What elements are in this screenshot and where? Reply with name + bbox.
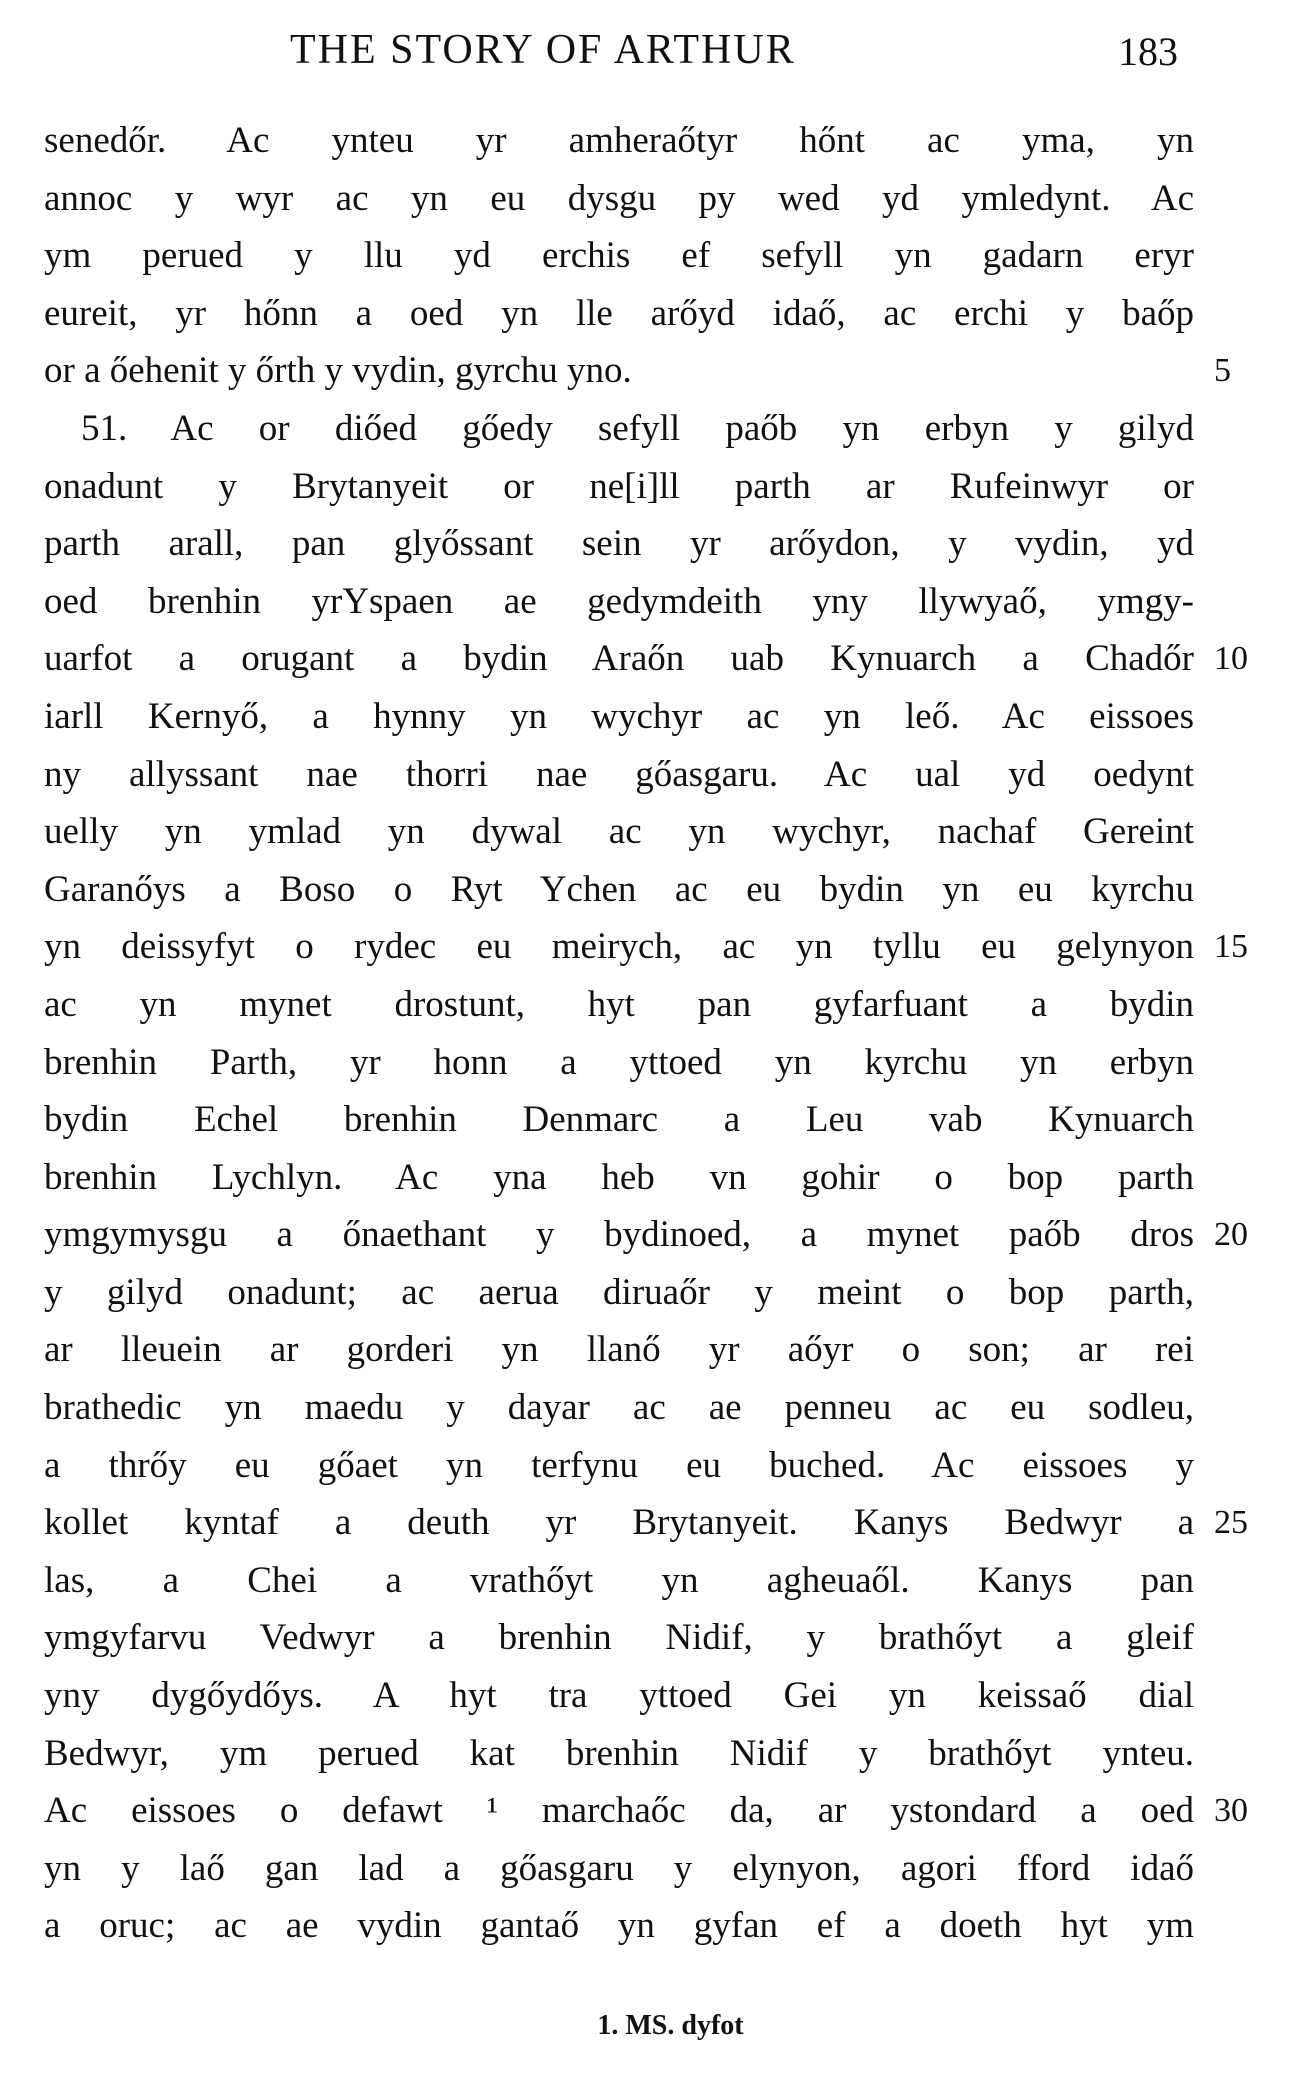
text-line: uelly yn ymlad yn dywal ac yn wychyr, nachaf Gereint (44, 811, 1194, 853)
text-line: brenhin Lychlyn. Ac yna heb vn gohir o bop parth (44, 1156, 1194, 1198)
line-number: 15 (1214, 928, 1248, 966)
text-line: oed brenhin yrYspaen ae gedymdeith yny llywyaő, ymgy- (44, 580, 1194, 622)
text-line: annoc y wyr ac yn eu dysgu py wed yd ymledynt. Ac (44, 177, 1194, 219)
text-line: ar lleuein ar gorderi yn llanő yr aőyr o son; ar rei (44, 1329, 1194, 1371)
line-number: 5 (1214, 352, 1231, 390)
running-head (0, 26, 1301, 76)
text-line: bydin Echel brenhin Denmarc a Leu vab Kynuarch (44, 1099, 1194, 1141)
text-line: ym perued y llu yd erchis ef sefyll yn gadarn eryr (44, 235, 1194, 277)
text-line: Bedwyr, ym perued kat brenhin Nidif y brathőyt ynteu. (44, 1732, 1194, 1774)
text-line: Garanőys a Boso o Ryt Ychen ac eu bydin yn eu kyrchu (44, 868, 1194, 910)
running-title: THE STORY OF ARTHUR (290, 27, 796, 73)
body-text (44, 112, 1248, 1955)
text-line: parth arall, pan glyőssant sein yr arőydon, y vydin, yd (44, 523, 1194, 565)
text-line: onadunt y Brytanyeit or ne[i]ll parth ar Rufeinwyr or (44, 465, 1194, 507)
text-line: ny allyssant nae thorri nae gőasgaru. Ac ual yd oedynt (44, 753, 1194, 795)
text-line: yn y laő gan lad a gőasgaru y elynyon, agori fford idaő (44, 1847, 1194, 1889)
text-line: ac yn mynet drostunt, hyt pan gyfarfuant a bydin (44, 983, 1194, 1025)
text-line: or a őehenit y őrth y vydin, gyrchu yno. 5 (44, 342, 1194, 400)
text-line: a oruc; ac ae vydin gantaő yn gyfan ef a doeth hyt ym (44, 1905, 1194, 1947)
page-number: 183 (1118, 29, 1178, 74)
text-line: yny dygőydőys. A hyt tra yttoed Gei yn keissaő dial (44, 1675, 1194, 1717)
text-line: a thrőy eu gőaet yn terfynu eu buched. Ac eissoes y (44, 1444, 1194, 1486)
line-number: 20 (1214, 1216, 1248, 1254)
text-line: las, a Chei a vrathőyt yn agheuaől. Kanys pan (44, 1559, 1194, 1601)
text-line: y gilyd onadunt; ac aerua diruaőr y meint o bop parth, (44, 1271, 1194, 1313)
text-line: senedőr. Ac ynteu yr amheraőtyr hőnt ac yma, yn (44, 120, 1194, 161)
line-number: 10 (1214, 640, 1248, 678)
text-line: iarll Kernyő, a hynny yn wychyr ac yn leő. Ac eissoes (44, 695, 1194, 737)
text-line: brenhin Parth, yr honn a yttoed yn kyrchu yn erbyn (44, 1041, 1194, 1083)
text-line: eureit, yr hőnn a oed yn lle arőyd idaő, ac erchi y baőp (44, 292, 1194, 334)
line-number: 25 (1214, 1504, 1248, 1542)
text-line: Ac eissoes o defawt ¹ marchaőc da, ar ystondard a oed 30 (44, 1782, 1194, 1840)
text-line: brathedic yn maedu y dayar ac ae penneu ac eu sodleu, (44, 1387, 1194, 1429)
line-number: 30 (1214, 1792, 1248, 1830)
text-line: 51. Ac or diőed gőedy sefyll paőb yn erbyn y gilyd (81, 407, 1194, 449)
text-line: ymgyfarvu Vedwyr a brenhin Nidif, y brathőyt a gleif (44, 1617, 1194, 1659)
footnote: 1. MS. dyfot (597, 2010, 744, 2041)
text-line: kollet kyntaf a deuth yr Brytanyeit. Kanys Bedwyr a 25 (44, 1494, 1194, 1552)
text-line: ymgymysgu a őnaethant y bydinoed, a mynet paőb dros 20 (44, 1206, 1194, 1264)
text-line: yn deissyfyt o rydec eu meirych, ac yn tyllu eu gelynyon 15 (44, 918, 1194, 976)
text-line: uarfot a orugant a bydin Araőn uab Kynuarch a Chadőr 10 (44, 630, 1194, 688)
